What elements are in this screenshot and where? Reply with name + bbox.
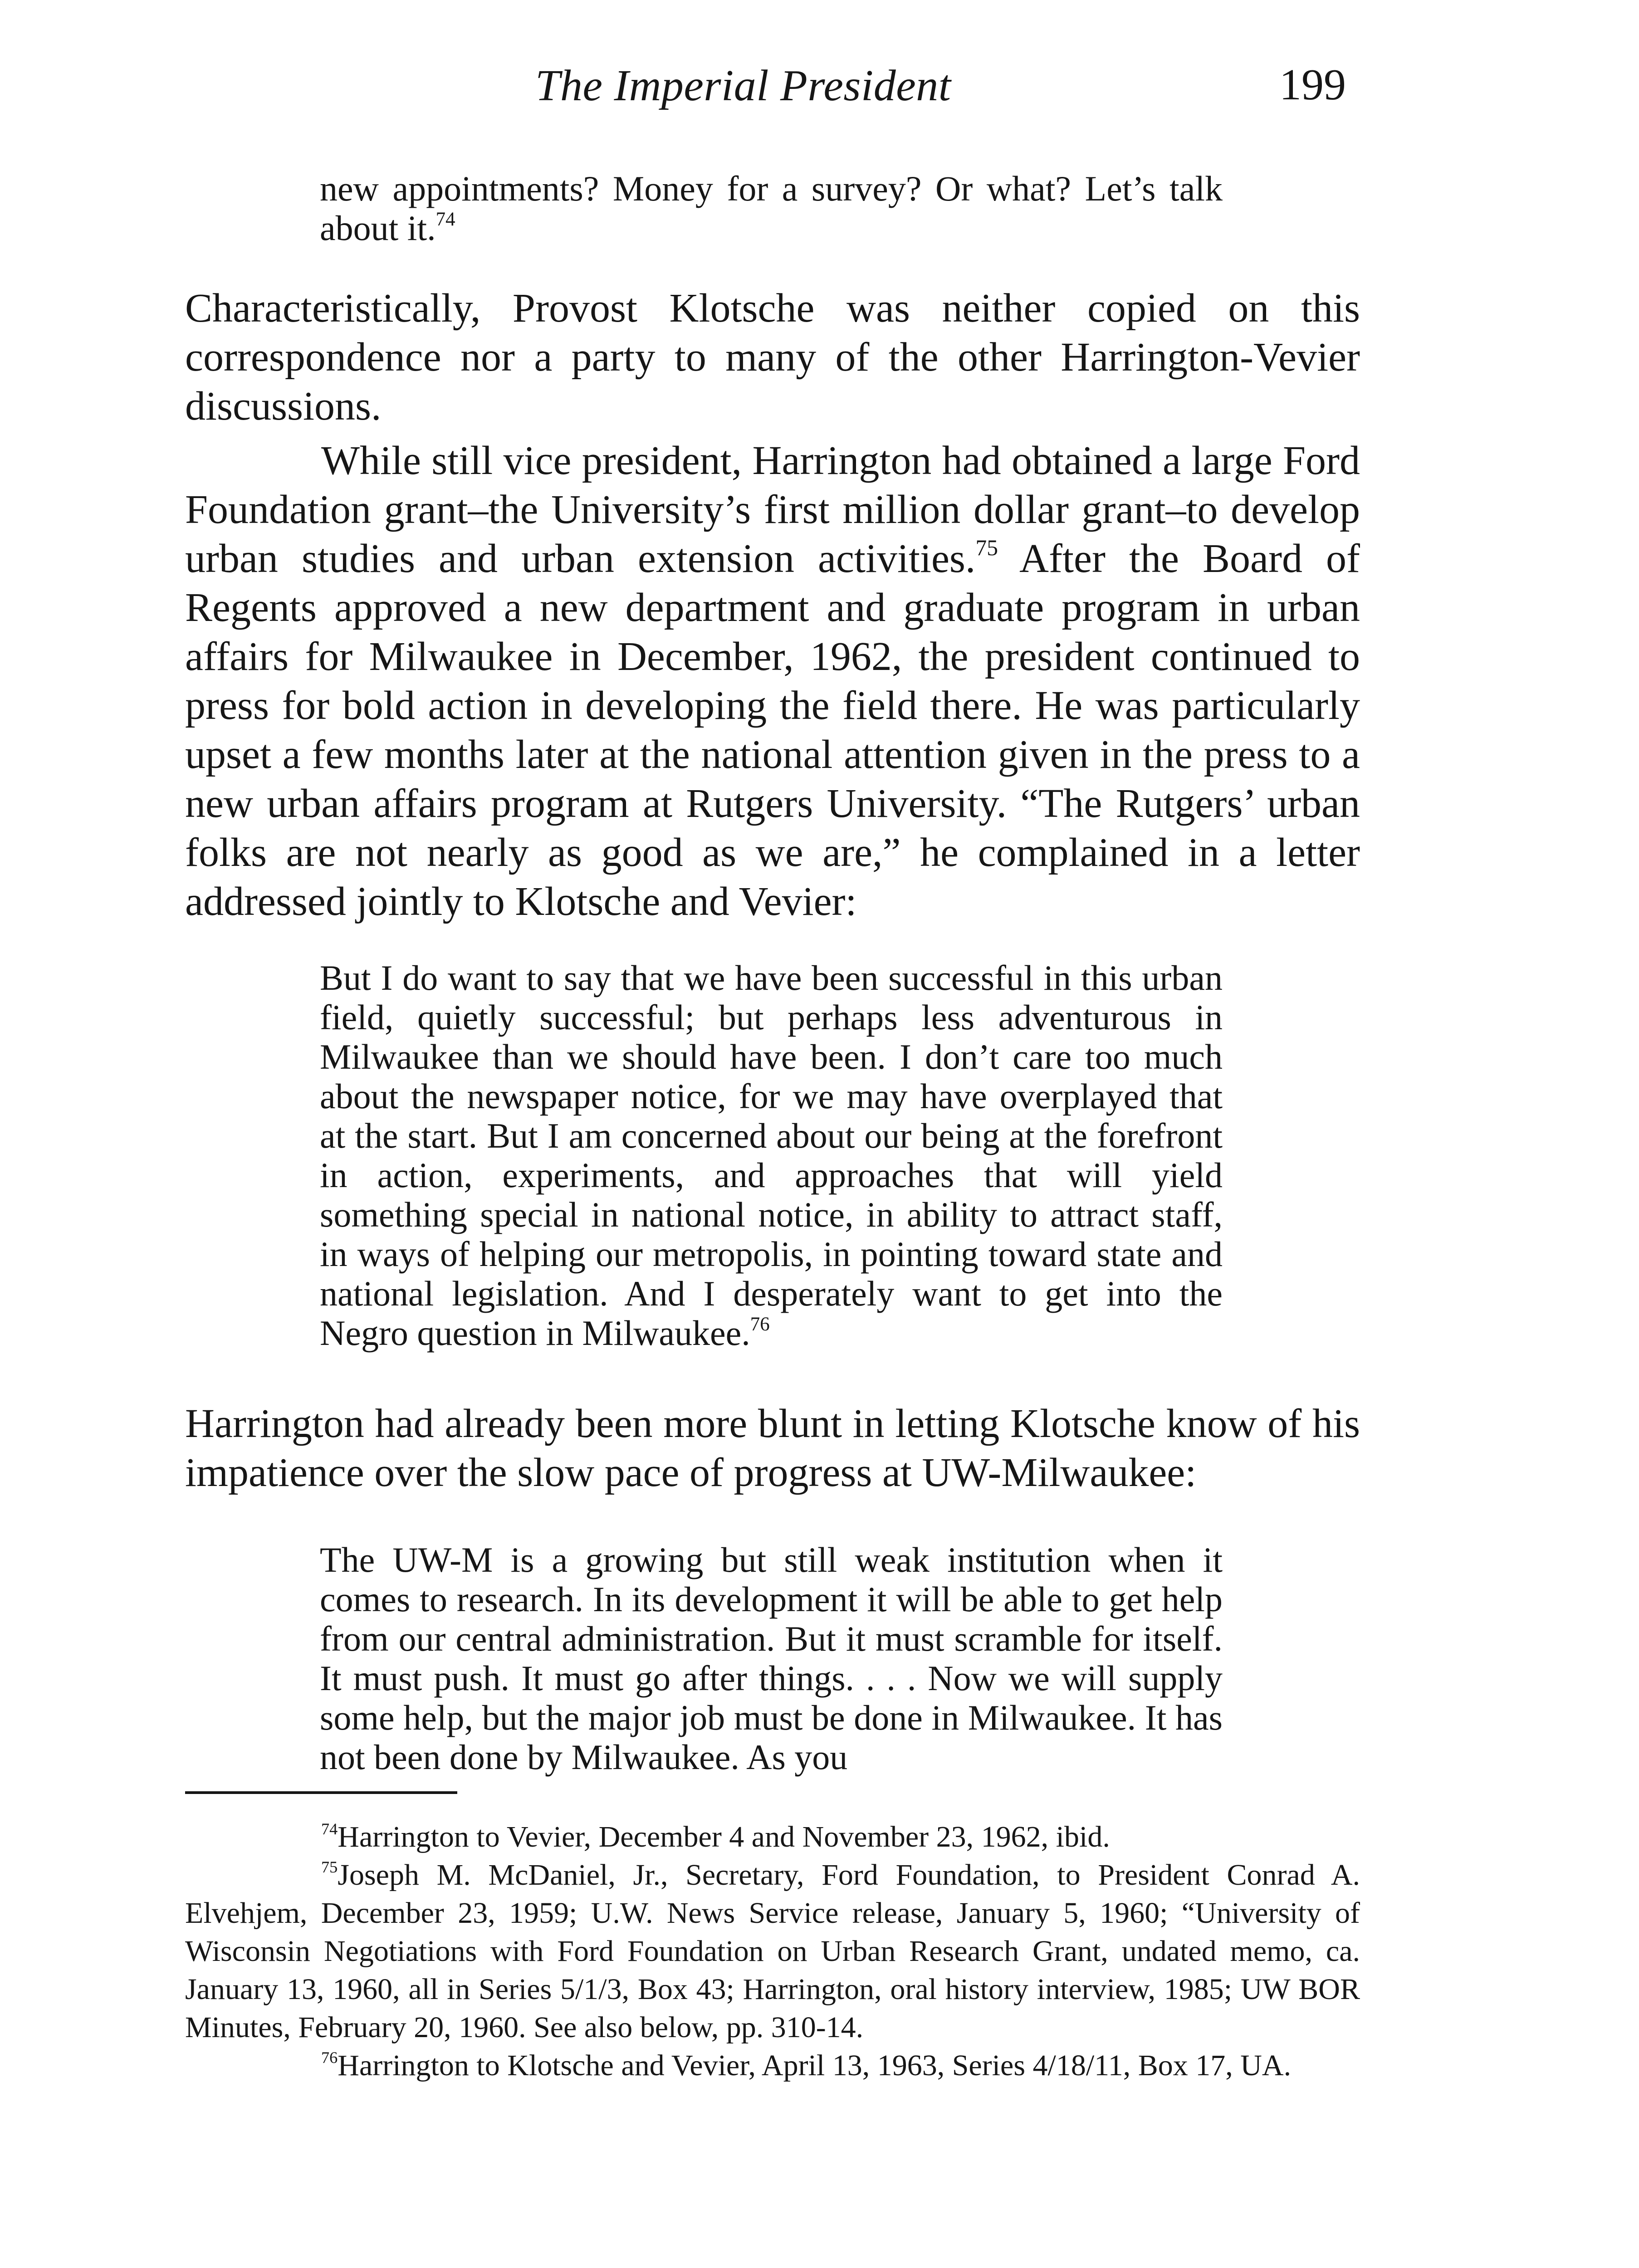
page-number: 199 [1279, 60, 1346, 109]
paragraph-text-part-1: While still vice president, Harrington had obtained a large Ford Foundation grant–the University’s first million dollar grant–to develop urban studies and urban extension activities. [185, 438, 1360, 581]
footnote-ref-74[interactable]: 74 [435, 208, 455, 230]
footnotes [185, 1818, 1360, 2085]
block-quote-uwm-research: The UW-M is a growing but still weak institution when it comes to research. In its development it will be able to get help from our central administration. But it must scramble for itself. It must push. It must go after things. . . . Now we will supply some help, but the major job must be done in Milwaukee. It has not been done by Milwaukee. As you [320, 1540, 1223, 1777]
paragraph-provost-klotsche: Characteristically, Provost Klotsche was neither copied on this correspondence nor a party to many of the other Harrington-Vevier discussions. [185, 286, 1360, 429]
footnote-76 [185, 2047, 1360, 2085]
quote-text: new appointments? Money for a survey? Or what? Let’s talk about it. [320, 169, 1223, 248]
paragraph-ford-foundation-grant [185, 436, 1360, 926]
footnote-74 [185, 1818, 1360, 1856]
footnote-number: 76 [321, 2048, 338, 2067]
footnote-75 [185, 1856, 1360, 2047]
footnote-text: Joseph M. McDaniel, Jr., Secretary, Ford Foundation, to President Conrad A. Elvehjem, December 23, 1959; U.W. News Service release, January 5, 1960; “University of Wisconsin Negotiations with Ford Foundation on Urban Research Grant, undated memo, ca. January 13, 1960, all in Series 5/1/3, Box 43; Harrington, oral history interview, 1985; UW BOR Minutes, February 20, 1960. See also below, pp. 310-14. [185, 1858, 1360, 2044]
block-quote-continued [320, 169, 1223, 248]
footnote-number: 75 [321, 1857, 338, 1876]
footnote-text: Harrington to Klotsche and Vevier, April 13, 1963, Series 4/18/11, Box 17, UA. [338, 2049, 1292, 2082]
footnote-ref-75[interactable]: 75 [975, 535, 998, 560]
block-quote-urban-field [320, 958, 1223, 1353]
running-head-title: The Imperial President [535, 61, 951, 110]
footnote-ref-76[interactable]: 76 [750, 1313, 770, 1335]
quote-text: But I do want to say that we have been successful in this urban field, quietly successful; but perhaps less adventurous in Milwaukee than we should have been. I don’t care too much about the newspaper notice, for we may have overplayed that at the start. But I am concerned about our being at the forefront in action, experiments, and approaches that will yield something special in national notice, in ability to attract staff, in ways of helping our metropolis, in pointing toward state and national legislation. And I desperately want to get into the Negro question in Milwaukee. [320, 958, 1223, 1353]
paragraph-text-part-2: After the Board of Regents approved a new department and graduate program in urban affairs for Milwaukee in December, 1962, the president continued to press for bold action in developing the field there. He was particularly upset a few months later at the national attention given in the press to a new urban affairs program at Rutgers University. “The Rutgers’ urban folks are not nearly as good as we are,” he complained in a letter addressed jointly to Klotsche and Vevier: [185, 536, 1360, 924]
footnote-number: 74 [321, 1819, 338, 1838]
paragraph-harrington-impatience: Harrington had already been more blunt in letting Klotsche know of his impatience over the slow pace of progress at UW-Milwaukee: [185, 1401, 1360, 1495]
footnote-divider [185, 1791, 457, 1794]
footnote-text: Harrington to Vevier, December 4 and November 23, 1962, ibid. [338, 1820, 1110, 1853]
